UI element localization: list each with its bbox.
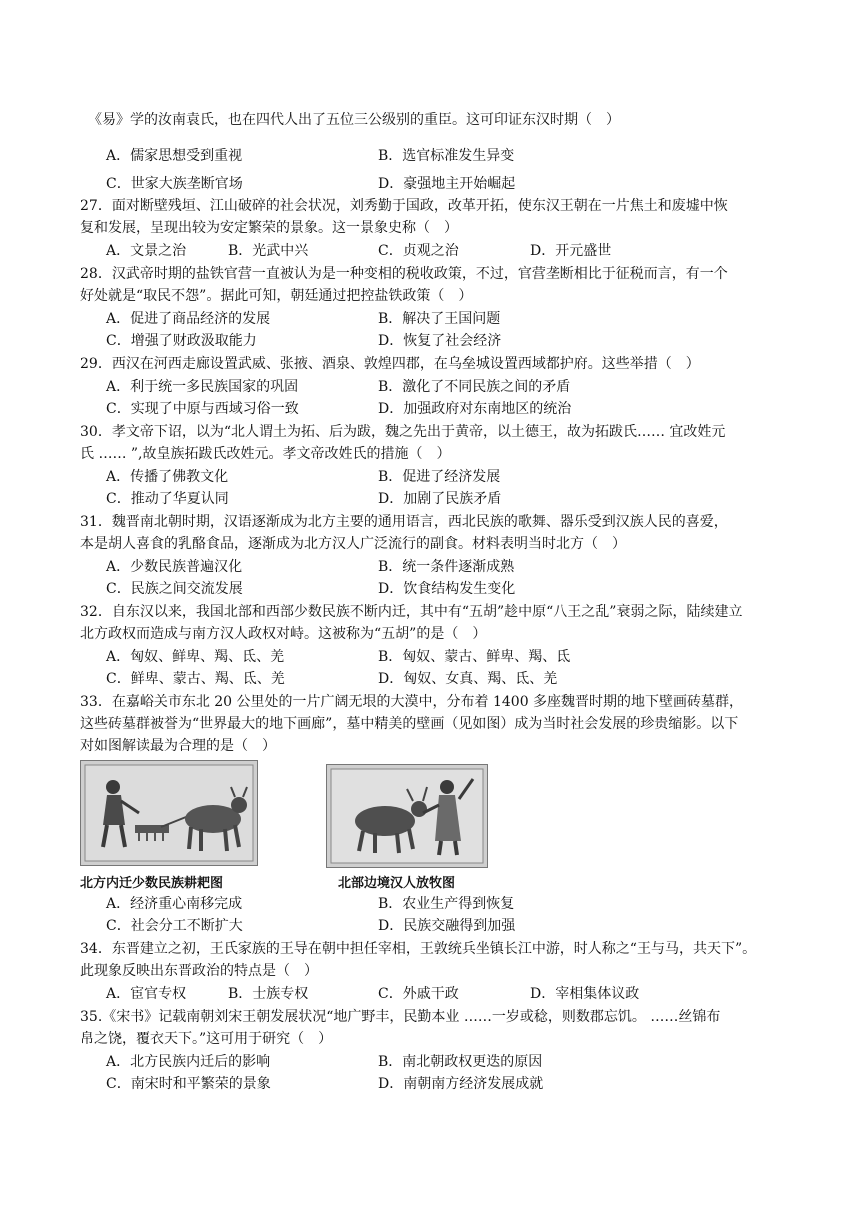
q27-option-b[interactable]: B．光武中兴 xyxy=(228,243,309,259)
q27-option-c[interactable]: C．贞观之治 xyxy=(378,243,459,259)
q30-option-b[interactable]: B．促进了经济发展 xyxy=(378,469,501,485)
q28-option-c[interactable]: C．增强了财政汲取能力 xyxy=(106,333,257,349)
q34-option-a[interactable]: A．宦官专权 xyxy=(106,986,187,1002)
q30-option-a[interactable]: A．传播了佛教文化 xyxy=(106,469,229,485)
q34-option-b[interactable]: B．士族专权 xyxy=(228,986,309,1002)
q34-option-d[interactable]: D．宰相集体议政 xyxy=(530,986,640,1002)
question-30-line-1: 30．孝文帝下诏，以为“北人谓土为拓、后为跋，魏之先出于黄帝，以土德王，故为拓跋氏…… 宜改姓元 xyxy=(80,424,726,440)
q32-option-a[interactable]: A．匈奴、鲜卑、羯、氐、羌 xyxy=(106,649,285,665)
q35-option-d[interactable]: D．南朝南方经济发展成就 xyxy=(378,1076,544,1092)
q35-option-a[interactable]: A．北方民族内迁后的影响 xyxy=(106,1054,271,1070)
question-28-line-2: 好处就是“取民不怨”。据此可知，朝廷通过把控盐铁政策（ ） xyxy=(80,288,473,304)
q27-option-d[interactable]: D．开元盛世 xyxy=(530,243,612,259)
question-27-line-1: 27．面对断壁残垣、江山破碎的社会状况，刘秀勤于国政，改革开拓，使东汉王朝在一片焦土和废墟中恢 xyxy=(80,198,728,214)
q32-option-b[interactable]: B．匈奴、蒙古、鲜卑、羯、氐 xyxy=(378,649,571,665)
q26-option-c[interactable]: C．世家大族垄断官场 xyxy=(106,176,243,192)
q26-option-a[interactable]: A．儒家思想受到重视 xyxy=(106,148,243,164)
q32-option-c[interactable]: C．鲜卑、蒙古、羯、氐、羌 xyxy=(106,671,285,687)
herding-mural-drawing xyxy=(327,765,487,867)
herding-mural-image xyxy=(326,764,488,868)
q28-option-a[interactable]: A．促进了商品经济的发展 xyxy=(106,311,271,327)
q32-option-d[interactable]: D．匈奴、女真、羯、氐、羌 xyxy=(378,671,558,687)
q33-option-c[interactable]: C．社会分工不断扩大 xyxy=(106,918,243,934)
q29-option-b[interactable]: B．激化了不同民族之间的矛盾 xyxy=(378,379,571,395)
question-33-line-3: 对如图解读最为合理的是（ ） xyxy=(80,738,276,754)
question-35-line-1: 35.《宋书》记载南朝刘宋王朝发展状况“地广野丰，民勤本业 ……一岁或稔，则数郡忘饥。 ……丝锦布 xyxy=(80,1009,721,1025)
q29-option-d[interactable]: D．加强政府对东南地区的统治 xyxy=(378,401,572,417)
q33-option-a[interactable]: A．经济重心南移完成 xyxy=(106,896,243,912)
question-32-line-1: 32．自东汉以来，我国北部和西部少数民族不断内迁，其中有“五胡”趁中原“八王之乱”衰弱之际，陆续建立 xyxy=(80,604,743,620)
q30-option-d[interactable]: D．加剧了民族矛盾 xyxy=(378,491,502,507)
q26-option-d[interactable]: D．豪强地主开始崛起 xyxy=(378,176,516,192)
q31-option-b[interactable]: B．统一条件逐渐成熟 xyxy=(378,559,515,575)
question-34-line-2: 此现象反映出东晋政治的特点是（ ） xyxy=(80,963,318,979)
plowing-mural-caption: 北方内迁少数民族耕耙图 xyxy=(80,876,224,891)
q27-option-a[interactable]: A．文景之治 xyxy=(106,243,187,259)
question-30-line-2: 氏 …… ”,故皇族拓跋氏改姓元。孝文帝改姓氏的措施（ ） xyxy=(80,446,451,462)
q26-option-b[interactable]: B．选官标准发生异变 xyxy=(378,148,515,164)
q29-option-a[interactable]: A．利于统一多民族国家的巩固 xyxy=(106,379,299,395)
question-33-line-2: 这些砖墓群被誉为“世界最大的地下画廊”，墓中精美的壁画（见如图）成为当时社会发展的珍贵缩影。以下 xyxy=(80,716,739,732)
question-28-line-1: 28．汉武帝时期的盐铁官营一直被认为是一种变相的税收政策，不过，官营垄断相比于征税而言，有一个 xyxy=(80,266,728,282)
question-31-line-2: 本是胡人喜食的乳酪食品，逐渐成为北方汉人广泛流行的副食。材料表明当时北方（ ） xyxy=(80,536,626,552)
question-29-line-1: 29．西汉在河西走廊设置武威、张掖、酒泉、敦煌四郡，在乌垒城设置西域都护府。这些举措（ ） xyxy=(80,356,700,372)
q31-option-d[interactable]: D．饮食结构发生变化 xyxy=(378,581,516,597)
q33-option-d[interactable]: D．民族交融得到加强 xyxy=(378,918,516,934)
q35-option-b[interactable]: B．南北朝政权更迭的原因 xyxy=(378,1054,543,1070)
q34-option-c[interactable]: C．外戚干政 xyxy=(378,986,459,1002)
question-26-stem: 《易》学的汝南袁氏，也在四代人出了五位三公级别的重臣。这可印证东汉时期（ ） xyxy=(88,112,620,128)
q35-option-c[interactable]: C．南宋时和平繁荣的景象 xyxy=(106,1076,271,1092)
question-34-line-1: 34．东晋建立之初，王氏家族的王导在朝中担任宰相，王敦统兵坐镇长江中游，时人称之“王与马，共天下”。 xyxy=(80,941,757,957)
question-27-line-2: 复和发展，呈现出较为安定繁荣的景象。这一景象史称（ ） xyxy=(80,220,458,236)
q28-option-b[interactable]: B．解决了王国问题 xyxy=(378,311,501,327)
plowing-mural-image xyxy=(80,760,258,866)
herding-mural-caption: 北部边境汉人放牧图 xyxy=(338,876,456,891)
question-31-line-1: 31．魏晋南北朝时期，汉语逐渐成为北方主要的通用语言，西北民族的歌舞、器乐受到汉族人民的喜爱， xyxy=(80,514,728,530)
question-32-line-2: 北方政权而造成与南方汉人政权对峙。这被称为“五胡”的是（ ） xyxy=(80,626,487,642)
q33-option-b[interactable]: B．农业生产得到恢复 xyxy=(378,896,515,912)
q31-option-c[interactable]: C．民族之间交流发展 xyxy=(106,581,243,597)
q28-option-d[interactable]: D．恢复了社会经济 xyxy=(378,333,502,349)
q31-option-a[interactable]: A．少数民族普遍汉化 xyxy=(106,559,243,575)
plowing-mural-drawing xyxy=(81,761,257,865)
question-35-line-2: 帛之饶，覆衣天下。”这可用于研究（ ） xyxy=(80,1031,333,1047)
q29-option-c[interactable]: C．实现了中原与西域习俗一致 xyxy=(106,401,299,417)
q30-option-c[interactable]: C．推动了华夏认同 xyxy=(106,491,229,507)
question-33-line-1: 33．在嘉峪关市东北 20 公里处的一片广阔无垠的大漠中，分布着 1400 多座魏晋时期的地下壁画砖墓群， xyxy=(80,694,744,710)
